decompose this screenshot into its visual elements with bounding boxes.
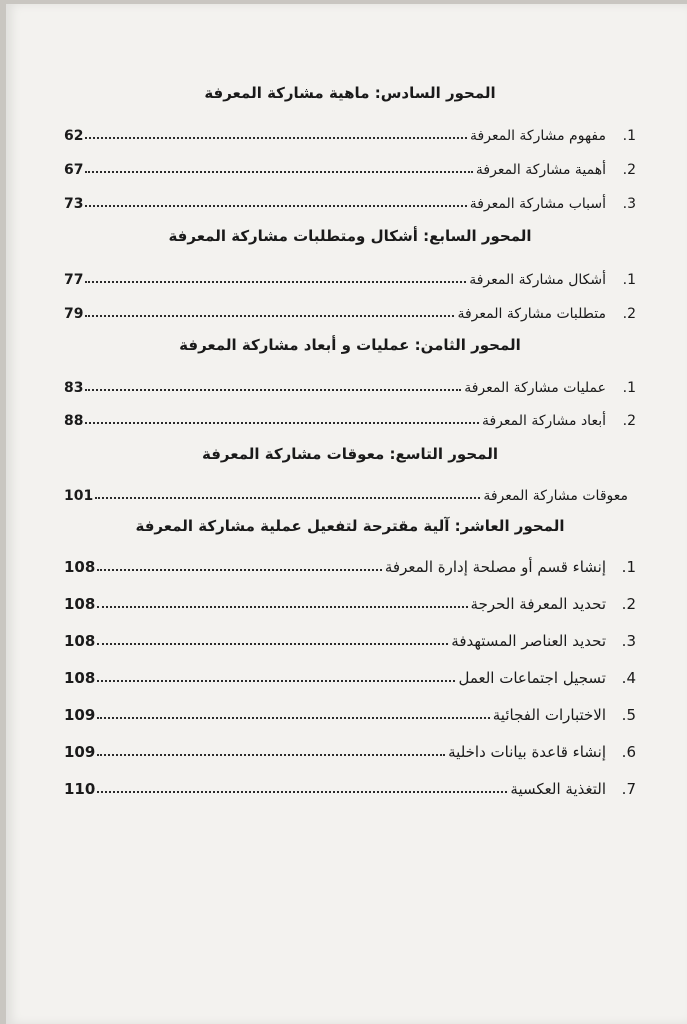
entry-number: 6. xyxy=(621,743,636,761)
toc-entry[interactable] xyxy=(64,702,636,724)
dot-leader xyxy=(85,389,461,391)
dot-leader xyxy=(85,137,467,139)
toc-entry[interactable] xyxy=(64,156,636,178)
entry-label: معوقات مشاركة المعرفة xyxy=(483,488,628,504)
dot-leader xyxy=(97,717,489,719)
entry-page-number: 67 xyxy=(64,162,84,178)
entry-label: مفهوم مشاركة المعرفة xyxy=(470,128,606,144)
entry-label: التغذية العكسية xyxy=(510,780,606,798)
entry-label: إنشاء قسم أو مصلحة إدارة المعرفة xyxy=(384,558,606,576)
toc-entry[interactable] xyxy=(64,591,636,613)
toc-entry[interactable] xyxy=(64,190,636,212)
dot-leader xyxy=(85,281,466,283)
dot-leader xyxy=(95,497,480,499)
dot-leader xyxy=(85,315,454,317)
dot-leader xyxy=(85,171,472,173)
entry-label: أبعاد مشاركة المعرفة xyxy=(481,413,606,429)
entry-number: 3. xyxy=(621,632,636,650)
dot-leader xyxy=(97,791,507,793)
dot-leader xyxy=(97,606,467,608)
toc-entry[interactable] xyxy=(64,482,636,504)
section-heading-8: المحور الثامن: عمليات و أبعاد مشاركة المعرفة xyxy=(179,336,521,354)
entry-page-number: 108 xyxy=(64,632,96,650)
entry-number: 1. xyxy=(621,558,636,576)
dot-leader xyxy=(85,422,478,424)
entry-number: 1. xyxy=(622,380,636,396)
toc-entry[interactable] xyxy=(64,122,636,144)
toc-entry[interactable] xyxy=(64,407,636,429)
entry-page-number: 79 xyxy=(64,306,84,322)
entry-label: عمليات مشاركة المعرفة xyxy=(464,380,606,396)
entry-label: أسباب مشاركة المعرفة xyxy=(469,196,606,212)
entry-number: 2. xyxy=(621,595,636,613)
entry-number: 4. xyxy=(621,669,636,687)
entry-page-number: 110 xyxy=(64,780,96,798)
entry-label: تحديد العناصر المستهدفة xyxy=(451,632,606,650)
entry-label: أشكال مشاركة المعرفة xyxy=(469,272,606,288)
entry-label: تحديد المعرفة الحرجة xyxy=(470,595,606,613)
entry-page-number: 108 xyxy=(64,595,96,613)
section-heading-6: المحور السادس: ماهية مشاركة المعرفة xyxy=(204,84,496,102)
entry-page-number: 108 xyxy=(64,558,96,576)
toc-entry[interactable] xyxy=(64,554,636,576)
entry-page-number: 77 xyxy=(64,272,84,288)
dot-leader xyxy=(97,754,445,756)
entry-page-number: 62 xyxy=(64,128,84,144)
section-heading-9: المحور التاسع: معوقات مشاركة المعرفة xyxy=(202,445,498,463)
dot-leader xyxy=(97,569,382,571)
entry-label: إنشاء قاعدة بيانات داخلية xyxy=(448,743,606,761)
entry-number: 1. xyxy=(622,272,636,288)
section-heading-7: المحور السابع: أشكال ومتطلبات مشاركة المعرفة xyxy=(168,227,532,245)
toc-entry[interactable] xyxy=(64,739,636,761)
entry-number: 1. xyxy=(622,128,636,144)
entry-page-number: 88 xyxy=(64,413,84,429)
entry-page-number: 101 xyxy=(64,488,94,504)
entry-page-number: 109 xyxy=(64,743,96,761)
dot-leader xyxy=(97,643,448,645)
entry-number: 5. xyxy=(621,706,636,724)
entry-page-number: 109 xyxy=(64,706,96,724)
section-heading-10: المحور العاشر: آلية مقترحة لتفعيل عملية مشاركة المعرفة xyxy=(135,517,565,535)
toc-entry[interactable] xyxy=(64,776,636,798)
entry-number: 2. xyxy=(622,413,636,429)
entry-label: تسجيل اجتماعات العمل xyxy=(458,669,606,687)
toc-entry[interactable] xyxy=(64,374,636,396)
entry-label: متطلبات مشاركة المعرفة xyxy=(457,306,606,322)
entry-page-number: 83 xyxy=(64,380,84,396)
entry-page-number: 108 xyxy=(64,669,96,687)
entry-label: أهمية مشاركة المعرفة xyxy=(475,162,606,178)
dot-leader xyxy=(85,205,466,207)
entry-number: 2. xyxy=(622,306,636,322)
toc-entry[interactable] xyxy=(64,266,636,288)
entry-page-number: 73 xyxy=(64,196,84,212)
entry-number: 7. xyxy=(621,780,636,798)
toc-entry[interactable] xyxy=(64,628,636,650)
toc-entry[interactable] xyxy=(64,665,636,687)
entry-label: الاختبارات الفجائية xyxy=(492,706,606,724)
toc-entry[interactable] xyxy=(64,300,636,322)
book-page xyxy=(6,4,687,1024)
entry-number: 3. xyxy=(622,196,636,212)
entry-number: 2. xyxy=(622,162,636,178)
dot-leader xyxy=(97,680,455,682)
